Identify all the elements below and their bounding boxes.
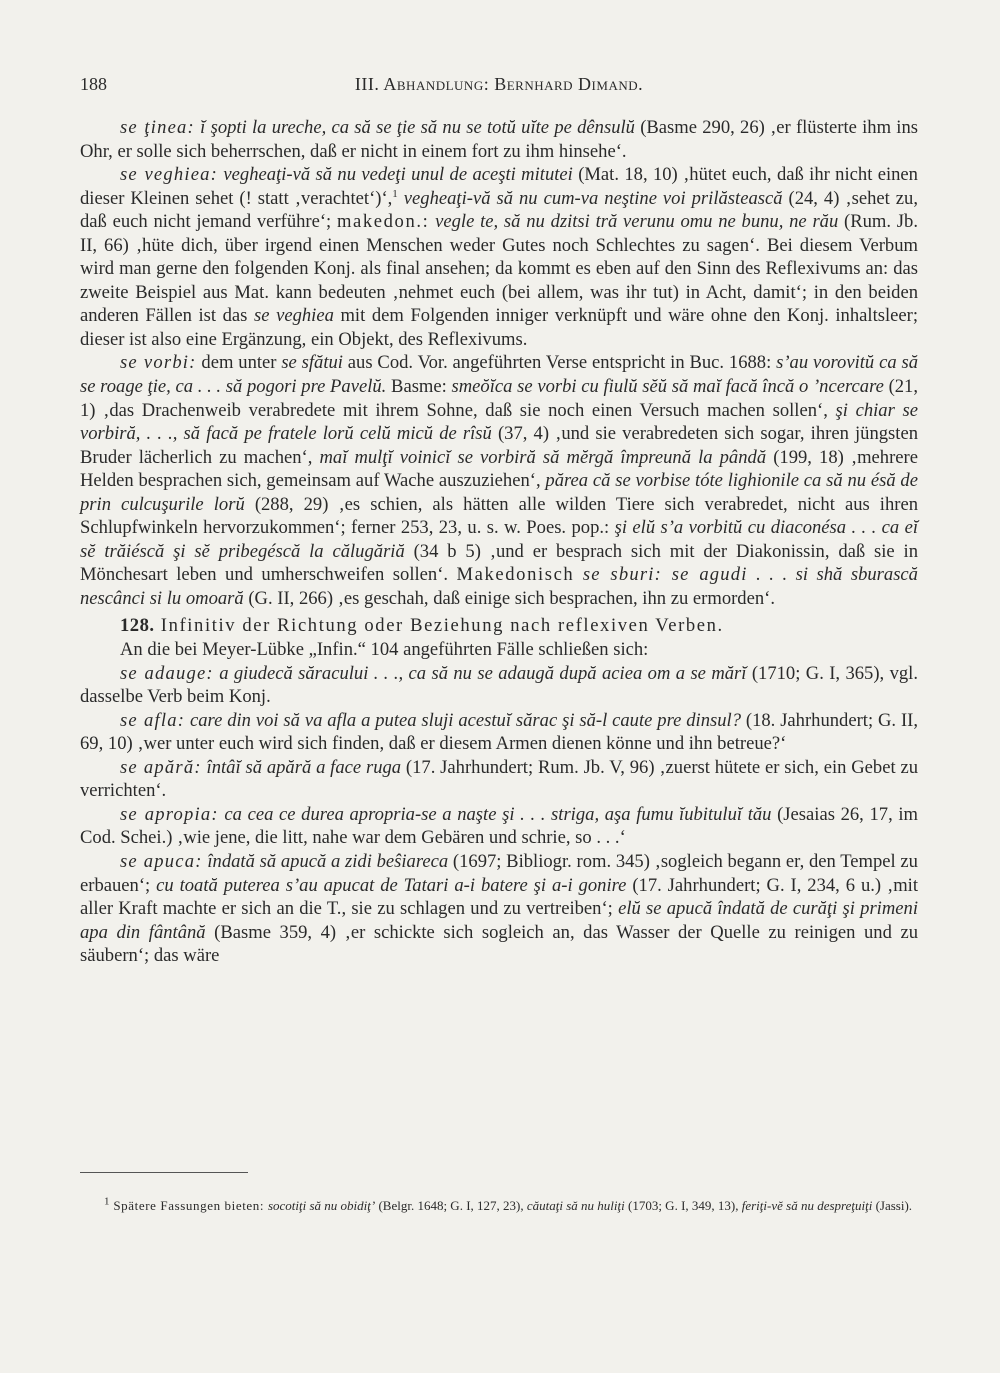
paragraph-se-afla: se afla: care din voi să va afla a putea sluji acestuĭ sărac şi să-l caute pre dinsul? (18. Jahrhundert; G. II, 69, 10) ‚wer unter euch wird sich finden, daß er diesem Armen dienen könne und ihn betreue?‘ xyxy=(80,709,918,755)
section-title: Infinitiv der Richtung oder Beziehung nach reflexiven Verben. xyxy=(154,615,724,637)
footnote-mark: 1 xyxy=(104,1195,110,1208)
page-number: 188 xyxy=(80,74,107,94)
paragraph-se-vorbi: se vorbi: dem unter se sfătui aus Cod. Vor. angeführten Verse entspricht in Buc. 1688: s’au vorovitŭ ca să se roage ţie, ca . . . să pogori pre Pavelŭ. Basme: smeŏĭca se vorbi cu fiulŭ sĕŭ să maĭ facă încă o ’ncercare (21, 1) ‚das Drachenweib verabredete mit ihrem Sohne, daß sie noch einen Versuch machen sollen‘, şi chiar se vorbiră, . . ., să facă pe fratele lorŭ celŭ micŭ de rîsŭ (37, 4) ‚und sie verabredeten sich sogar, ihren jüngsten Bruder lächerlich zu machen‘, maĭ mulţĭ voinicĭ se vorbiră să mĕrgă împreună la pândă (199, 18) ‚mehrere Helden besprachen sich, gemeinsam auf Wache auszuziehen‘, părea că se vorbise tóte lighionile ca să nu ésă de prin culcuşurile lorŭ (288, 29) ‚es schien, als hätten alle wilden Tiere sich verabredet, nicht aus ihren Schlupfwinkeln hervorzukommen‘; ferner 253, 23, u. s. w. Poes. pop.: şi elŭ s’a vorbitŭ cu diaconésa . . . ca eĭ sĕ trăiéscă şi sĕ pribegéscă la călugăriă (34 b 5) ‚und er besprach sich mit der Diakonissin, daß sie in Mönchesart leben und umherschweifen sollen‘. Makedonisch se sburi: se agudi . . . si shă sburască nescânci si lu omoară (G. II, 266) ‚es geschah, daß einige sich besprachen, ihn zu ermorden‘. xyxy=(80,352,919,609)
footnote-divider xyxy=(80,1172,248,1173)
page-header xyxy=(80,74,918,100)
paragraph-se-veghiea: se veghiea: vegheaţi-vă să nu vedeţi unul de aceşti mitutei (Mat. 18, 10) ‚hütet euch, daß ihr nicht einen dieser Kleinen sehet (! statt ‚verachtet‘)‘,$^1$ vegheaţi-vă să nu cum-va neştine voi prilăstească (24, 4) ‚sehet zu, daß euch nicht jemand verführe‘; makedon.: vegle te, să nu dzitsi tră verunu omu ne bunu, ne rău (Rum. Jb. II, 66) ‚hüte dich, über irgend einen Menschen weder Gutes noch Schlechtes zu sagen‘. Bei diesem Verbum wird man gerne den folgenden Konj. als final ansehen; da kommt es eben auf den Sinn des Reflexivums an: das zweite Beispiel aus Mat. kann bedeuten ‚nehmet euch (bei allem, was ihr tut) in Acht, damit‘; in den beiden anderen Fällen ist das se veghiea mit dem Folgenden inniger verknüpft und wäre ohne den Konj. inhaltsleer; dieser ist also eine Ergänzung, ein Objekt, des Reflexivums. xyxy=(80,164,919,350)
paragraph-se-apropia: se apropia: ca cea ce durea apropria-se a naşte şi . . . striga, aşa fumu ĭubituluĭ tău (Jesaias 26, 17, im Cod. Schei.) ‚wie jene, die litt, nahe war dem Gebären und schrie, so . . .‘ xyxy=(80,803,918,849)
section-heading-128 xyxy=(80,614,918,638)
running-head: III. Abhandlung: Bernhard Dimand. xyxy=(354,74,644,94)
paragraph-intro-128: An die bei Meyer-Lübke „Infin.“ 104 angeführten Fälle schließen sich: xyxy=(120,639,649,661)
body-text xyxy=(80,116,918,968)
paragraph-se-tinea: se ţinea: ĭ şopti la ureche, ca să se ţie să nu se totŭ uĭte pe dênsulŭ (Basme 290, 26) ‚er flüsterte ihm ins Ohr, er solle sich beherrschen, daß er nicht in einem fort zu ihm hinsehe‘. xyxy=(80,117,918,162)
section-number: 128. xyxy=(120,615,155,637)
paragraph-se-apuca: se apuca: îndată să apucă a zidi beŝiareca (1697; Bibliogr. rom. 345) ‚sogleich begann er, den Tempel zu erbauen‘; cu toată puterea s’au apucat de Tatari a-i batere şi a-i gonire (17. Jahrhundert; G. I, 234, 6 u.) ‚mit aller Kraft machte er sich an die T., sie zu schlagen und zu vertreiben‘; elŭ se apucă îndată de curăţi şi primeni apa din fântână (Basme 359, 4) ‚er schickte sich sogleich an, das Wasser der Quelle zu reinigen und zu säubern‘; das wäre xyxy=(80,850,918,967)
paragraph-se-adauge: se adauge: a giudecă săracului . . ., ca să nu se adaugă după aciea om a se mărĭ (1710; G. I, 365), vgl. dasselbe Verb beim Konj. xyxy=(80,662,918,708)
footnote-reference: 1 xyxy=(392,187,398,200)
footnote: $^1$ Spätere Fassungen bieten: socotiţi să nu obidiţ’ (Belgr. 1648; G. I, 127, 23), căutaţi să nu huliţi (1703; G. I, 349, 13), feriţi-vĕ să nu despreţuiţi (Jassi). xyxy=(104,1195,913,1213)
paragraph-se-apara: se apără: întâĭ să apără a face ruga (17. Jahrhundert; Rum. Jb. V, 96) ‚zuerst hütete er sich, ein Gebet zu verrichten‘. xyxy=(80,756,918,802)
